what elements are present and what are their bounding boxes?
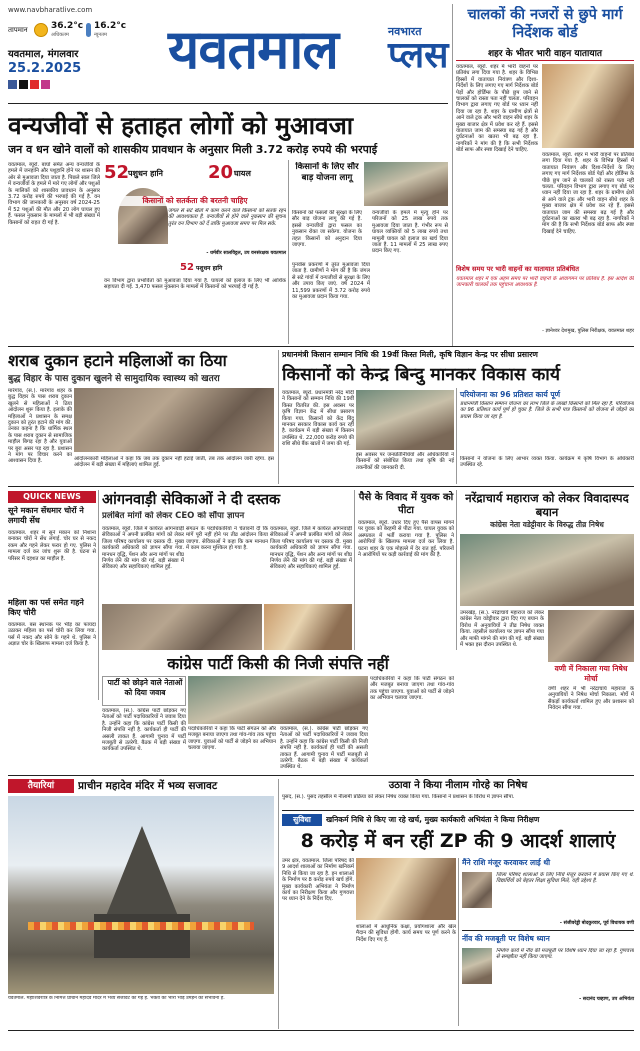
- anganwadi-headline: आंगनवाड़ी सेविकाओं ने दी दस्तक: [102, 492, 281, 508]
- top-right-headline: चालकों की नजरों से छुपे मार्ग निर्देशक बोर्ड: [467, 7, 623, 41]
- auction-headline: उठावा ने किया नीलाम गोरहे का निषेध: [388, 780, 528, 791]
- red-body: यवतमाल शहर में एक अहम समय पर भारी वाहनों के आवागमन पर प्रतिबंध है. इस आदेश की जानकारी चालकों तक पहुंचाना आवश्यक है.: [456, 276, 634, 289]
- masthead: [8, 6, 452, 98]
- temple-photo: [8, 796, 274, 994]
- farmers-body: यवतमाल, ब्यूरो. प्रधानमंत्री नरेंद्र मोदी ने किसानों को सम्मान निधि की 19वीं किस्त वितरित की. इस अवसर पर कृषि विज्ञान केंद्र में सीधा प्रसारण किया गया. किसानों को केंद्र बिंदु मानकर सरकार विकास कार्य कर रही है. कार्यक्रम में बड़ी संख्या में किसान उपस्थित थे. 22,000 करोड़ रुपये की राशि सीधे बैंक खातों में जमा की गई.: [282, 390, 354, 448]
- farmers-box-head: परियोजना का 96 प्रतिशत कार्य पूर्ण: [460, 390, 561, 399]
- school-photo: [356, 858, 456, 920]
- congress-headline: कांग्रेस पार्टी किसी की निजी संपत्ति नहीं: [167, 655, 389, 673]
- temp-min-label: न्यूनतम: [94, 32, 107, 38]
- anganwadi-body-3: यवतमाल, ब्यूरो. जिले में कार्यरत आंगनवाड़ी सेविकाओं ने अपनी प्रलंबित मांगों को लेकर जिला परिषद कार्यालय पर दस्तक दी. मुख्य कार्यकारी अधिकारी को ज्ञापन सौंपा गया. मानधन वृद्धि, पेंशन और अन्य मांगों पर शीघ्र निर्णय लेने की मांग की गई. बड़ी संख्या में सेविकाएं और सहायिकाएं शामिल हुईं.: [270, 526, 352, 571]
- col-rule: [278, 779, 279, 1029]
- stat-label: घायल: [234, 169, 251, 178]
- stat-label: पशुधन हानि: [128, 169, 163, 178]
- engineer-photo: [462, 948, 492, 984]
- quick-news-body: यवतमाल. शहर में सूने मकान को निशाना बनाकर चोरों ने सेंध लगाई. चोर घर से नकद रकम और गहने लेकर फरार हो गए. पुलिस ने मामला दर्ज कर जांच शुरू की है. घटना से परिसर में दहशत का माहौल है.: [8, 530, 96, 562]
- lead-body-2: वन विभाग द्वारा प्रभावितों को मुआवजा दिया गया है. घायलों को इलाज के लिए भी आर्थिक सहायता दी गई. 3,470 फसल नुकसान के मामलों में किसानों को भरपाई दी गई है.: [104, 278, 286, 291]
- schools-body: उमर क्षेत्र, यवतमाल. जिला परिषद की 9 आदर्श शालाओं का निर्माण खनिकर्म निधि से किया जा रहा है. इन शालाओं के निर्माण पर 8 करोड़ रुपये खर्च होंगे. मुख्य कार्यकारी अभियंता ने निर्माण कार्य का निरीक्षण किया और गुणवत्ता पर ध्यान देने के निर्देश दिए.: [282, 858, 354, 903]
- anganwadi-photo: [102, 604, 262, 650]
- youtube-icon[interactable]: [30, 80, 39, 89]
- narendra-body: उमरखेड़, (स.). नरेंद्राचार्य महाराज को लेकर कांग्रेस नेता वडेट्टीवार द्वारा दिए गए बयान के विरोध में अनुयायियों ने तीव्र निषेध व्यक्त किया. तहसील कार्यालय पर ज्ञापन सौंपा गया और माफी मांगने की मांग की गई. बड़ी संख्या में भक्त इस दौरान उपस्थित थे.: [460, 610, 544, 649]
- congress-subhead-box: [102, 676, 186, 706]
- mla-photo: [462, 872, 492, 908]
- stat-block: [104, 162, 286, 186]
- anganwadi-body: यवतमाल, ब्यूरो. जिले में कार्यरत आंगनवाड़ी सेविकाओं ने अपनी प्रलंबित मांगों को लेकर जिला परिषद कार्यालय पर दस्तक दी. मुख्य कार्यकारी अधिकारी को ज्ञापन सौंपा गया. मानधन वृद्धि, पेंशन और अन्य मांगों पर शीघ्र निर्णय लेने की मांग की गई. बड़ी संख्या में सेविकाएं और सहायिकाएं शामिल हुईं.: [102, 526, 184, 571]
- top-right-story: [456, 6, 634, 346]
- money-dispute-headline: पैसे के विवाद में युवक को पीटा: [358, 492, 454, 516]
- farm-photo: [364, 162, 448, 206]
- stat-value: 52: [180, 262, 194, 273]
- congress-body-3: यवतमाल, (स.). कांग्रेस पार्टी छोड़कर गए नेताओं को पार्टी पदाधिकारियों ने जवाब दिया है. उन्होंने कहा कि कांग्रेस पार्टी किसी की निजी संपत्ति नहीं है. कार्यकर्ता ही पार्टी की असली ताकत हैं. आगामी चुनाव में पार्टी मजबूती से उतरेगी. बैठक में बड़ी संख्या में कार्यकर्ता उपस्थित थे.: [280, 726, 368, 771]
- schools-kicker: खनिकर्म निधि से किए जा रहे खर्च, मुख्य कार्यकारी अभियंता ने किया निरीक्षण: [326, 815, 540, 824]
- vani-photo: [548, 610, 634, 662]
- meeting-photo: [356, 390, 454, 450]
- side-body: किसानों को फसलों की सुरक्षा के लिए सौर बाड़ योजना लागू की गई है. इससे वन्यजीवों द्वारा फसल का नुकसान रोका जा सकेगा. योजना के तहत किसानों को अनुदान दिया जाएगा.: [292, 210, 362, 249]
- liquor-body: मारेगांव, (स.). मारेगांव शहर के बुद्ध विहार के पास शराब दुकान खुलने से महिलाओं ने ठिया आंदोलन शुरू किया है. इलाके की महिलाओं ने प्रशासन के समक्ष दुकान को तुरंत हटाने की मांग की. उनका कहना है कि धार्मिक स्थल के पास शराब दुकान से सामाजिक माहौल बिगड़ रहा है और युवाओं पर बुरा असर पड़ रहा है. प्रशासन ने मांग पर विचार करने का आश्वासन दिया है.: [8, 388, 72, 465]
- col-rule: [98, 490, 99, 700]
- schools-side-head: मैंने राशि मंजूर करवाकर लाई थी: [462, 858, 551, 867]
- red-subhead: विशेष समय पर भारी वाहनों का यातायात प्रतिबंधित: [456, 265, 579, 273]
- quick-news-head: महिला का पर्स समेत गहने किए चोरी: [8, 598, 84, 617]
- temp-min: 16.2°c: [94, 21, 127, 31]
- schools-bottom-head: नींव की मजबूती पर विशेष ध्यान: [462, 934, 550, 943]
- instagram-icon[interactable]: [41, 80, 50, 89]
- sun-icon: [34, 23, 48, 37]
- divider: [8, 775, 634, 776]
- money-dispute-body: यवतमाल, ब्यूरो. उधार दिए हुए पैसे वापस मांगने पर युवक को बेरहमी से पीटा गया. घायल युवक को अस्पताल में भर्ती कराया गया है. पुलिस ने आरोपियों के खिलाफ मामला दर्ज कर लिया है. घटना शहर के एक मोहल्ले में देर रात हुई. परिजनों ने आरोपियों पर कड़ी कार्रवाई की मांग की है.: [358, 520, 454, 559]
- social-icons: [8, 80, 68, 90]
- facebook-icon[interactable]: [8, 80, 17, 89]
- thermometer-icon: [86, 23, 91, 37]
- narendra-photo: [460, 534, 634, 606]
- anganwadi-subhead: प्रलंबित मांगों को लेकर CEO को सौंपा ज्ञापन: [102, 511, 245, 521]
- congress-body: यवतमाल, (स.). कांग्रेस पार्टी छोड़कर गए नेताओं को पार्टी पदाधिकारियों ने जवाब दिया है. उन्होंने कहा कि कांग्रेस पार्टी किसी की निजी संपत्ति नहीं है. कार्यकर्ता ही पार्टी की असली ताकत हैं. आगामी चुनाव में पार्टी मजबूती से उतरेगी. बैठक में बड़ी संख्या में कार्यकर्ता उपस्थित थे.: [102, 708, 186, 753]
- congress-photo: [188, 676, 368, 724]
- congress-subhead: पार्टी को छोड़ने वाले नेताओं को दिया जवाब: [107, 678, 183, 697]
- farmers-body-3: किसानों ने योजना के लिए आभार व्यक्त किया. कार्यक्रम में कृषि विभाग के अधिकारी उपस्थित रहे.: [460, 456, 634, 469]
- col-rule: [458, 858, 459, 1026]
- liquor-subhead: बुद्ध विहार के पास दुकान खुलने से सामुदायिक स्वास्थ्य को खतरा: [8, 374, 220, 384]
- top-right-border: [452, 4, 453, 346]
- decoration-lights: [28, 922, 254, 930]
- divider: [8, 486, 634, 487]
- side-body-2: पुनर्वास प्रकरणों में तुरंत मुआवजा दिया जाता है. ग्रामीणों ने मांग की है कि जंगल से सटे गांवों में वन्यजीवों से सुरक्षा के लिए और उपाय किए जाएं. वर्ष 2024 में 11,599 प्रकरणों में 3.72 करोड़ रुपये का मुआवजा प्रदान किया गया.: [292, 262, 370, 301]
- farmers-body-2: इस अवसर पर जनप्रतिनिधियों और अधिकारियों ने किसानों को संबोधित किया तथा कृषि की नई तकनीकों की जानकारी दी.: [356, 452, 454, 471]
- vani-box-body: वणी शहर में भी नरेंद्राचार्य महाराज के अनुयायियों ने निषेध मोर्चा निकाला. मोर्चे में सैकड़ों कार्यकर्ता शामिल हुए और प्रशासन को निवेदन सौंपा गया.: [548, 686, 634, 712]
- congress-body-2: पदाधिकारियों ने कहा कि पार्टी संगठन को और मजबूत बनाया जाएगा तथा गांव-गांव तक पहुंचा जाएगा. युवाओं को पार्टी से जोड़ने का अभियान चलाया जाएगा.: [188, 726, 276, 752]
- divider: [462, 930, 634, 931]
- protest-photo: [74, 388, 274, 452]
- quick-news-head: सूने मकान सेंधमार चोरों ने लगायी सेंध: [8, 506, 84, 525]
- divider: [456, 60, 634, 61]
- weather-label: तापमान: [8, 26, 28, 34]
- temple-headline: प्राचीन महादेव मंदिर में भव्य सजावट: [78, 780, 218, 792]
- divider: [282, 810, 634, 811]
- lead-subhead: जन व धन खोने वालों को शासकीय प्रावधान के अनुसार मिली 3.72 करोड़ रुपये की भरपाई: [8, 143, 378, 156]
- stat-value: 20: [208, 162, 234, 183]
- schools-side-byline: - संजीवरेड्डी बोदकुरवार, पूर्व विधायक वणी: [559, 921, 634, 926]
- schools-body-2: शालाओं में आधुनिक कक्षा, प्रयोगशाला और खेल मैदान की सुविधा होगी. कार्य समय पर पूर्ण करने के निर्देश दिए गए हैं.: [356, 924, 456, 943]
- top-right-byline: - ज्ञानेश्वर देशमुख, पुलिस निरीक्षक, यवतमाल शहर: [542, 328, 634, 334]
- brand-bottom: प्लस: [388, 35, 449, 76]
- quick-news-body: यवतमाल. बस स्थानक पर भीड़ का फायदा उठाकर महिला का पर्स चोरी कर लिया गया. पर्स में नकद और सोने के गहने थे. पुलिस ने अज्ञात चोर के खिलाफ मामला दर्ज किया है.: [8, 622, 96, 648]
- side-body-3: वन्यजीवों के हमले में मृत्यु होने पर परिजनों को 25 लाख रुपये तक मुआवजा दिया जाता है. गंभीर रूप से घायल व्यक्तियों को 5 लाख रुपये तथा मामूली घायल को इलाज का खर्च दिया जाता है. 11 मामलों में 25 लाख रुपए प्रदान किए गए.: [372, 210, 448, 255]
- farmers-kicker: प्रधानमंत्री किसान सम्मान निधि की 19वीं किस्त मिली, कृषि विज्ञान केन्द्र पर सीधा प्रसारण: [282, 350, 538, 359]
- traffic-photo: [542, 64, 634, 148]
- farmers-headline: किसानों को केन्द्र बिन्दु मानकर विकास कार्य: [282, 365, 560, 385]
- schools-bottom-body: निर्माण कार्य में नींव की मजबूती पर विशेष ध्यान दिया जा रहा है. गुणवत्ता से समझौता नहीं किया जाएगा.: [496, 948, 634, 961]
- stat-label: पशुधन हानि: [196, 265, 223, 272]
- divider: [8, 346, 634, 347]
- temple-base: [94, 914, 190, 958]
- liquor-headline: शराब दुकान हटाने महिलाओं का ठिया: [8, 351, 227, 370]
- temple-shape: [106, 826, 178, 916]
- weather-box: [8, 20, 138, 42]
- side-head: किसानों के लिए सौर बाड़ योजना लागू: [295, 162, 359, 183]
- website-url[interactable]: www.navbharatlive.com: [8, 6, 93, 14]
- auction-body: पुसद, (स.). पुसद तहसील में नीलामी प्रक्रिया को लेकर निषेध व्यक्त किया गया. किसानों ने प्रशासन के विरोध में ज्ञापन सौंपा.: [282, 794, 515, 800]
- stat-value: 52: [104, 162, 130, 183]
- schools-bottom-byline: - सदानंद चव्हाण, उप अभियंता: [579, 997, 634, 1002]
- temple-caption: यवतमाल. महाशिवरात्रि के निमित्त प्राचीन महादेव मंदिर में भव्य सजावट की गई है. भक्तों की भारी भीड़ उमड़ने की संभावना है.: [8, 996, 225, 1001]
- divider: [8, 103, 448, 104]
- vani-box-head: वणी में निकाला गया निषेध मोर्चा: [554, 664, 628, 683]
- schools-side-body: जिला परिषद शालाओं के लिए निधि मंजूर करवाने में प्रयास किए गए थे. विद्यार्थियों को बेहतर शिक्षा सुविधा मिले, यही उद्देश्य है.: [496, 872, 634, 885]
- top-right-body: यवतमाल, ब्यूरो. शहर में भारी वाहनों पर प्रतिबंध लगा दिया गया है. शहर के विभिन्न हिस्सों में यातायात नियंत्रण और दिशा-निर्देशों के लिए लगाए गए मार्ग निर्देशक बोर्ड पेड़ों और होर्डिंग्स के पीछे छुप जाने से चालकों को रास्ता पता नहीं चलता. परिवहन विभाग द्वारा लगाए गए बोर्ड पर ध्यान नहीं दिया जा रहा है. शहर के ग्रामीण क्षेत्रों से आने वाले ट्रक और भारी वाहन सीधे शहर के मुख्य बाजार क्षेत्र में प्रवेश कर रहे हैं. इससे यातायात जाम की समस्या बढ़ गई है और दुर्घटनाओं का खतरा भी बढ़ रहा है. नागरिकों ने मांग की है कि सभी निर्देशक बोर्ड साफ और स्पष्ट दिखाई देने चाहिए.: [456, 64, 538, 154]
- col-rule: [456, 490, 457, 650]
- col-rule: [354, 490, 355, 650]
- temple-tag: तैयारियां: [8, 779, 74, 793]
- top-right-subhead: शहर के भीतर भारी वाहन यातायात: [487, 49, 603, 59]
- temp-max-label: अधिकतम: [51, 32, 69, 38]
- city-day: यवतमाल, मंगलवार: [8, 49, 79, 60]
- divider: [8, 1030, 634, 1031]
- farmers-box-body: प्रधानमंत्री किसान सम्मान योजना का लाभ जिले के लाखों किसानों को मिल रहा है. परियोजना का 96 प्रतिशत कार्य पूर्ण हो चुका है. जिले के सभी पात्र किसानों को योजना से जोड़ने का प्रयास किया जा रहा है.: [460, 401, 634, 420]
- congress-body-4: पदाधिकारियों ने कहा कि पार्टी संगठन को और मजबूत बनाया जाएगा तथा गांव-गांव तक पहुंचा जाएगा. युवाओं को पार्टी से जोड़ने का अभियान चलाया जाएगा.: [370, 676, 454, 702]
- liquor-body-2: आंदोलनकारी महिलाओं ने कहा कि जब तक दुकान नहीं हटाई जाती, तब तक आंदोलन जारी रहेगा. इस आंदोलन में बड़ी संख्या में महिलाएं शामिल हुईं.: [74, 456, 274, 469]
- lead-body: यवतमाल, ब्यूरो. बाघों समेत अन्य वन्यजीवों के हमले में जनहानि और पशुहानि होने पर शासन की ओर से मुआवजा दिया जाता है. पिछले साल जिले में वन्यजीवों के हमले में मारे गए लोगों और पशुओं के मालिकों को शासकीय प्रावधान के अनुसार 3.72 करोड़ रुपये की भरपाई की गई है. वन विभाग की जानकारी के अनुसार वर्ष 2024-25 में 52 पशुओं की मौत और 20 लोग घायल हुए हैं. फसल नुकसान के मामलों में भी बड़ी संख्या में किसानों को राहत दी गई है.: [8, 162, 100, 226]
- date: 25.2.2025: [8, 61, 82, 76]
- anganwadi-body-2: संगठन के पदाधिकारियों ने चेतावनी दी कि मांगें पूरी नहीं होने पर तीव्र आंदोलन किया जाएगा. सेविकाओं ने कहा कि कम मानधन में काम करना मुश्किल हो गया है.: [186, 526, 268, 552]
- masthead-title: यवतमाल: [168, 18, 339, 81]
- anganwadi-photo-2: [264, 604, 352, 650]
- twitter-icon[interactable]: [19, 80, 28, 89]
- box-body: जंगल से सटे खेतों में काम करने वाले किसानों को सतर्क रहने की आवश्यकता है. वन्यजीवों से होने वाले नुकसान की सूचना तुरंत वन विभाग को दें ताकि मुआवजा समय पर मिल सके.: [168, 208, 286, 227]
- brand-top: नवभारत: [388, 25, 422, 38]
- col-rule: [456, 388, 457, 484]
- narendra-headline: नरेंद्राचार्य महाराज को लेकर विवादास्पद बयान: [465, 491, 629, 519]
- col-rule: [278, 350, 279, 484]
- temp-max: 36.2°c: [51, 21, 84, 31]
- top-right-body-2: यवतमाल, ब्यूरो. शहर में भारी वाहनों पर प्रतिबंध लगा दिया गया है. शहर के विभिन्न हिस्सों में यातायात नियंत्रण और दिशा-निर्देशों के लिए लगाए गए मार्ग निर्देशक बोर्ड पेड़ों और होर्डिंग्स के पीछे छुप जाने से चालकों को रास्ता पता नहीं चलता. परिवहन विभाग द्वारा लगाए गए बोर्ड पर ध्यान नहीं दिया जा रहा है. शहर के ग्रामीण क्षेत्रों से आने वाले ट्रक और भारी वाहन सीधे शहर के मुख्य बाजार क्षेत्र में प्रवेश कर रहे हैं. इससे यातायात जाम की समस्या बढ़ गई है और दुर्घटनाओं का खतरा भी बढ़ रहा है. नागरिकों ने मांग की है कि सभी निर्देशक बोर्ड साफ और स्पष्ट दिखाई देने चाहिए.: [542, 152, 634, 235]
- lead-headline: वन्यजीवों से हताहत लोगों को मुआवजा: [8, 111, 354, 140]
- col-rule: [288, 160, 289, 344]
- narendra-subhead: कांग्रेस नेता वडेट्टीवार के विरुद्ध तीव्र निषेध: [490, 520, 604, 529]
- quick-news-label: QUICK NEWS: [8, 491, 96, 503]
- schools-tag: सुविधा: [282, 814, 322, 826]
- schools-headline: 8 करोड़ में बन रहीं ZP की 9 आदर्श शालाएं: [300, 830, 616, 852]
- box-head: किसानों को सतर्कता की बरतनी चाहिए: [104, 196, 286, 206]
- box-byline: - धर्मवीर सालविट्ठल, उप वनसंरक्षक यवतमाल: [206, 251, 286, 256]
